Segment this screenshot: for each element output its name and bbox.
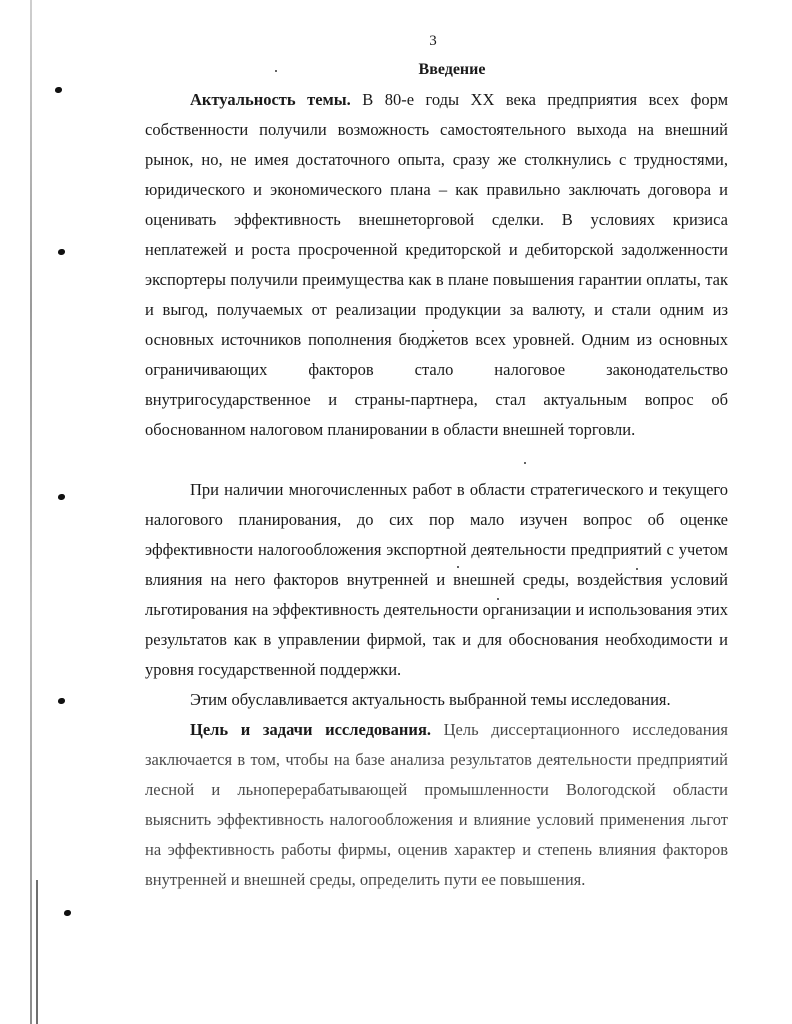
punch-hole-mark: [58, 494, 65, 500]
paragraph-text: В 80-е годы XX века предприятия всех форм собственности получили возможность самостоятельного выхода на внешний рынок, но, не имея достаточного опыта, сразу же столкнулись с трудностями, юридического и экономического плана – как правильно заключать договора и оценивать эффективность внешнеторговой сделки. В условиях кризиса неплатежей и роста просроченной кредиторской и дебиторской задолженности экспортеры получили преимущества как в плане повышения гарантии оплаты, так и выгод, получаемых от реализации продукции за валюту, и стали одним из основных источников пополнения бюджетов всех уровней. Одним из основных ограничивающих факторов стало налоговое законодательство внутригосударственное и страны-партнера, стал актуальным вопрос об обоснованном налоговом планировании в области внешней торговли.: [145, 90, 729, 439]
page-title: Введение: [418, 61, 486, 78]
paragraph-text: Цель диссертационного исследования заключается в том, чтобы на базе анализа результатов деятельности предприятий лесной и льноперерабатывающей промышленности Вологодской области выяснить эффективность налогообложения и влияние условий применения льгот на эффективность работы фирмы, оценив характер и степень влияния факторов внутренней и внешней среды, определить пути ее повышения.: [145, 720, 728, 889]
paragraph-relevance: [145, 85, 728, 445]
paragraph-goals: [145, 715, 728, 895]
scan-speck: [524, 462, 526, 464]
paragraph-text: При наличии многочисленных работ в области стратегического и текущего налогового планирования, до сих пор мало изучен вопрос об оценке эффективности налогообложения экспортной деятельности предприятий с учетом влияния на него факторов внутренней и внешней среды, воздействия условий льготирования на эффективность деятельности организации и использования этих результатов как в управлении фирмой, так и для обоснования необходимости и уровня государственной поддержки.: [145, 480, 728, 679]
punch-hole-mark: [58, 698, 65, 704]
binding-edge: [30, 0, 32, 1024]
punch-hole-mark: [58, 249, 65, 255]
punch-hole-mark: [64, 910, 71, 916]
paragraph-research-gap: [145, 475, 728, 685]
paragraph-lead: Цель и задачи исследования.: [190, 720, 431, 739]
paragraph-text: Этим обуславливается актуальность выбранной темы исследования.: [190, 690, 671, 709]
binding-edge-shadow: [36, 880, 38, 1024]
paragraph-lead: Актуальность темы.: [190, 90, 351, 109]
page-number: 3: [429, 33, 437, 49]
punch-hole-mark: [55, 87, 62, 93]
paragraph-conclusion: [145, 685, 728, 715]
